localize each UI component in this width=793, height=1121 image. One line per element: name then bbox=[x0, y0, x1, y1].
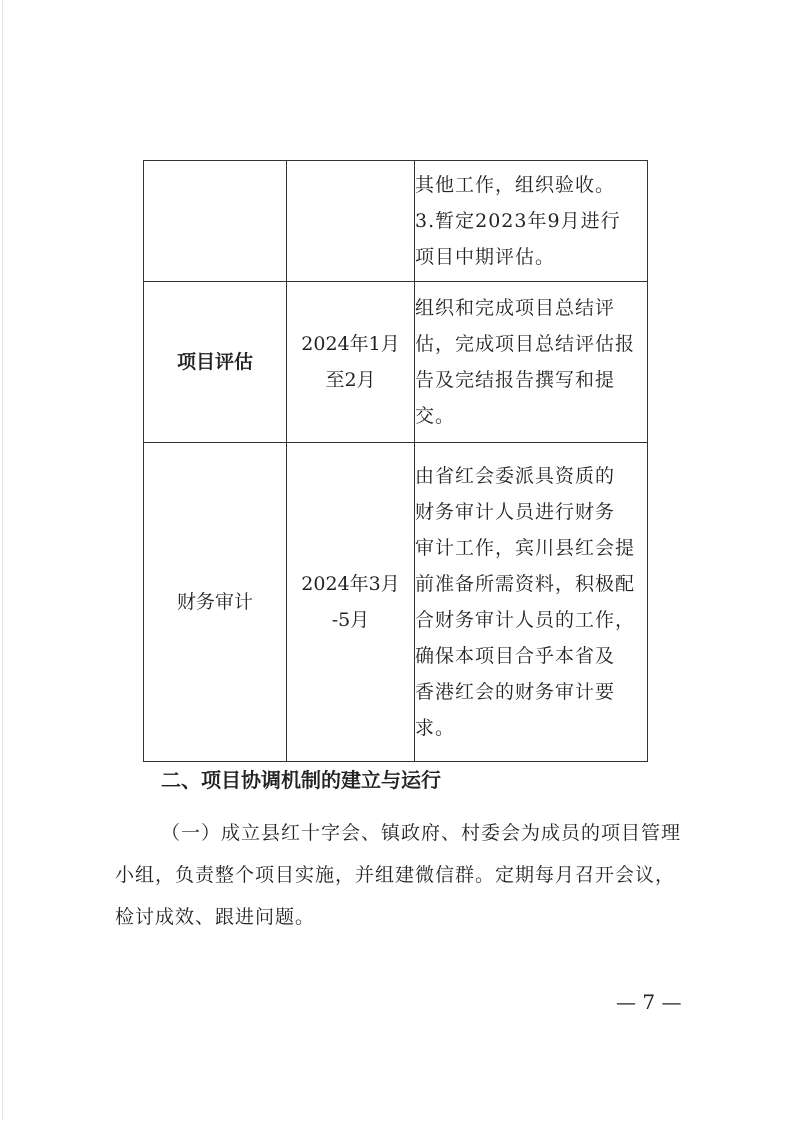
time-cell bbox=[287, 443, 415, 762]
page-number: — 7 — bbox=[616, 990, 682, 1014]
time-line: 2024年3月 bbox=[301, 573, 400, 595]
table-row bbox=[144, 443, 648, 762]
section-paragraph bbox=[115, 812, 682, 938]
paragraph-line: 小组，负责整个项目实施，并组建微信群。定期每月召开会议， bbox=[115, 864, 676, 886]
task-line: 合财务审计人员的工作， bbox=[415, 609, 636, 631]
stage-cell bbox=[144, 161, 287, 282]
task-line: 组织和完成项目总结评 bbox=[415, 297, 616, 319]
project-schedule-table bbox=[143, 160, 648, 762]
table-row bbox=[144, 282, 648, 443]
time-line: 至2月 bbox=[325, 369, 376, 391]
stage-cell: 财务审计 bbox=[144, 443, 287, 762]
task-line: 前准备所需资料，积极配 bbox=[415, 573, 636, 595]
task-cell bbox=[415, 282, 648, 443]
task-line: 告及完结报告撰写和提 bbox=[415, 369, 616, 391]
time-cell bbox=[287, 161, 415, 282]
task-line: 由省红会委派具资质的 bbox=[415, 465, 616, 487]
table-row bbox=[144, 161, 648, 282]
task-line: 3.暂定2023年9月进行 bbox=[415, 210, 621, 232]
section-heading: 二、项目协调机制的建立与运行 bbox=[161, 768, 441, 792]
task-line: 审计工作，宾川县红会提 bbox=[415, 537, 636, 559]
page-edge bbox=[2, 0, 3, 1121]
task-line: 交。 bbox=[415, 405, 456, 427]
stage-cell: 项目评估 bbox=[144, 282, 287, 443]
task-line: 香港红会的财务审计要 bbox=[415, 681, 616, 703]
task-line: 项目中期评估。 bbox=[415, 246, 556, 268]
time-line: 2024年1月 bbox=[301, 333, 400, 355]
paragraph-line: （一）成立县红十字会、镇政府、村委会为成员的项目管理 bbox=[161, 822, 682, 844]
time-line: -5月 bbox=[331, 609, 370, 631]
time-cell bbox=[287, 282, 415, 443]
task-cell bbox=[415, 443, 648, 762]
task-line: 确保本项目合乎本省及 bbox=[415, 645, 616, 667]
task-line: 求。 bbox=[415, 717, 456, 739]
task-line: 财务审计人员进行财务 bbox=[415, 501, 616, 523]
task-line: 估，完成项目总结评估报 bbox=[415, 333, 636, 355]
paragraph-line: 检讨成效、跟进问题。 bbox=[115, 906, 316, 928]
task-cell bbox=[415, 161, 648, 282]
task-line: 其他工作，组织验收。 bbox=[415, 174, 616, 196]
